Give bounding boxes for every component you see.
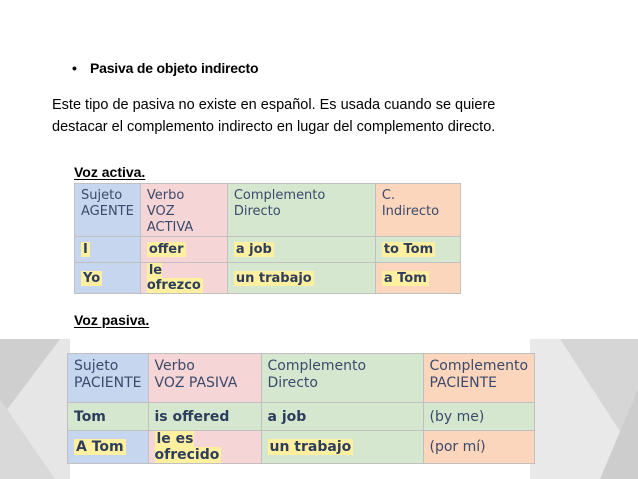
active-voice-table xyxy=(74,183,461,294)
bullet-heading xyxy=(72,60,258,76)
table-row xyxy=(75,237,461,263)
active-voice-heading: Voz activa. xyxy=(74,164,146,180)
header-cell: Complemento PACIENTE xyxy=(423,354,535,403)
bullet-icon: • xyxy=(72,60,77,76)
bullet-text: Pasiva de objeto indirecto xyxy=(90,60,259,76)
header-cell: Verbo VOZ PASIVA xyxy=(148,354,261,403)
header-cell: Sujeto PACIENTE xyxy=(68,354,149,403)
table-cell: Yo xyxy=(75,263,141,294)
table-cell: is offered xyxy=(148,403,261,431)
table-row xyxy=(68,403,535,431)
table-cell: offer xyxy=(140,237,227,263)
header-cell: Complemento Directo xyxy=(227,184,375,237)
table-cell: a job xyxy=(261,403,423,431)
table-header-row xyxy=(75,184,461,237)
table-cell: (por mí) xyxy=(423,431,535,464)
passive-voice-heading: Voz pasiva. xyxy=(74,312,150,328)
table-cell: A Tom xyxy=(68,431,149,464)
table-row xyxy=(75,263,461,294)
header-cell: C. Indirecto xyxy=(375,184,460,237)
table-cell: le ofrezco xyxy=(140,263,227,294)
header-cell: Sujeto AGENTE xyxy=(75,184,141,237)
table-cell: le es ofrecido xyxy=(148,431,261,464)
table-cell: a job xyxy=(227,237,375,263)
table-cell: un trabajo xyxy=(261,431,423,464)
table-header-row xyxy=(68,354,535,403)
description-line-2: destacar el complemento indirecto en lugar del complemento directo. xyxy=(52,119,496,135)
header-cell: Complemento Directo xyxy=(261,354,423,403)
table-row xyxy=(68,431,535,464)
header-cell: Verbo VOZ ACTIVA xyxy=(140,184,227,237)
table-cell: (by me) xyxy=(423,403,535,431)
description-line-1: Este tipo de pasiva no existe en español. Es usada cuando se quiere xyxy=(52,97,496,113)
passive-voice-table xyxy=(67,353,535,464)
table-cell: a Tom xyxy=(375,263,460,294)
description-paragraph xyxy=(52,94,612,138)
table-cell: Tom xyxy=(68,403,149,431)
table-cell: un trabajo xyxy=(227,263,375,294)
table-cell: to Tom xyxy=(375,237,460,263)
table-cell: I xyxy=(75,237,141,263)
